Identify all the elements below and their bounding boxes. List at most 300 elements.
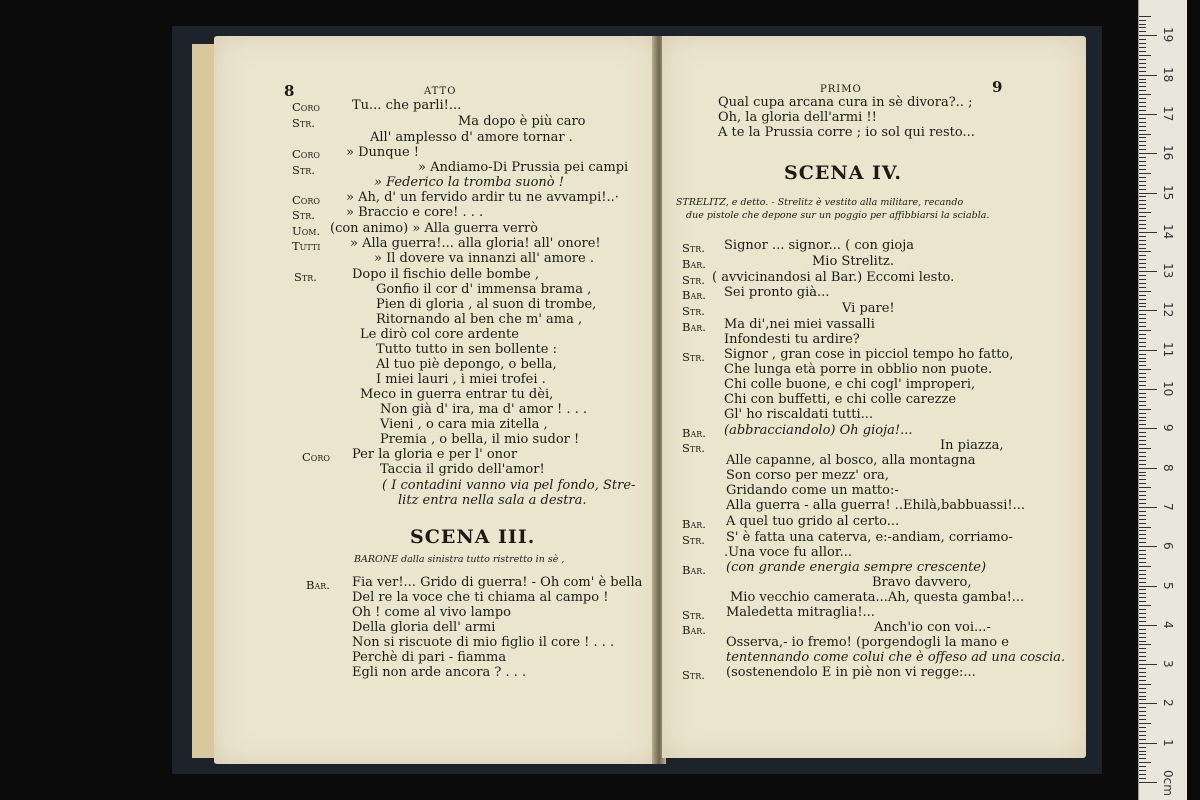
ruler-tick [1139,16,1151,17]
verse-line: Pien di gloria , al suon di trombe, [376,297,597,312]
verse-line: Mio Strelitz. [812,254,894,269]
ruler-tick [1139,303,1146,304]
ruler-tick [1139,193,1157,194]
stage-direction: (con grande energia sempre crescente) [726,560,987,575]
ruler-tick [1139,589,1146,590]
ruler-tick [1139,161,1146,162]
ruler-tick [1139,354,1146,355]
ruler-tick [1139,47,1146,48]
ruler-label: 4 [1161,620,1175,629]
verse-line: Infondesti tu ardire? [724,332,860,347]
scene-caption: due pistole che depone sur un poggio per affibbiarsi la sciabla. [686,210,990,221]
speaker-label: Str. [682,350,705,364]
ruler-tick [1139,617,1146,618]
ruler-tick [1139,672,1146,673]
ruler-tick [1139,656,1146,657]
ruler-tick [1139,644,1151,645]
ruler-tick [1139,739,1146,740]
ruler-tick [1139,735,1146,736]
stage-direction: litz entra nella sala a destra. [398,493,587,508]
ruler-tick [1139,554,1146,555]
verse-line: Taccia il grido dell'amor! [380,462,545,477]
verse-line: (abbracciandolo) Oh gioja!... [724,423,913,438]
ruler-tick [1139,754,1146,755]
ruler-tick [1139,259,1146,260]
ruler-tick [1139,633,1146,634]
ruler-tick [1139,263,1146,264]
ruler-tick [1139,82,1146,83]
ruler-tick [1139,570,1146,571]
ruler-tick [1139,361,1146,362]
verse-line: Della gloria dell' armi [352,620,496,635]
ruler-tick [1139,758,1146,759]
ruler-tick [1139,401,1146,402]
ruler-tick [1139,424,1146,425]
ruler-tick [1139,224,1146,225]
ruler-tick [1139,63,1146,64]
verse-line: Vieni , o cara mia zitella , [380,417,548,432]
verse-line: Sei pronto già... [724,285,830,300]
ruler-tick [1139,232,1157,233]
ruler-tick [1139,747,1146,748]
ruler-tick [1139,220,1146,221]
ruler-tick [1139,27,1146,28]
ruler-tick [1139,440,1146,441]
ruler-tick [1139,413,1146,414]
speaker-label: Bar. [682,517,706,531]
ruler-tick [1139,189,1146,190]
ruler-tick [1139,228,1146,229]
ruler-tick [1139,495,1146,496]
ruler-tick [1139,322,1146,323]
ruler-tick [1139,330,1151,331]
ruler-tick [1139,676,1146,677]
ruler-label: 14 [1161,223,1175,240]
speaker-label: Str. [682,608,705,622]
verse-line: Gridando come un matto:- [726,483,899,498]
ruler-tick [1139,723,1151,724]
speaker-label: Str. [292,208,315,222]
ruler-tick [1139,468,1157,469]
verse-line: Anch'io con voi...- [874,620,991,635]
ruler-tick [1139,51,1146,52]
ruler-tick [1139,534,1146,535]
verse-line: Del re la voce che ti chiama al campo ! [352,590,609,605]
ruler-tick [1139,98,1146,99]
ruler-tick [1139,94,1151,95]
verse-line: » Alla guerra!... alla gloria! all' onore! [350,236,601,251]
ruler-tick [1139,515,1146,516]
ruler-tick [1139,601,1146,602]
verse-line: Chi con buffetti, e chi colle carezze [724,392,957,407]
ruler-label: 15 [1161,184,1175,200]
verse-line: » Braccio e core! . . . [346,205,484,220]
ruler-tick [1139,114,1157,115]
speaker-label: Coro [292,193,320,207]
ruler-tick [1139,39,1146,40]
ruler-tick [1139,283,1146,284]
ruler-tick [1139,118,1146,119]
verse-line: (con animo) » Alla guerra verrò [330,221,538,236]
speaker-label: Str. [294,270,317,284]
ruler-tick [1139,743,1157,744]
ruler-tick [1139,275,1146,276]
ruler-tick [1139,240,1146,241]
ruler-tick [1139,409,1151,410]
verse-line: Son corso per mezz' ora, [726,468,889,483]
scene-caption: STRELITZ, e detto. - Strelitz è vestito alla militare, recando [676,197,964,208]
ruler-tick [1139,707,1146,708]
ruler-tick [1139,660,1146,661]
ruler-tick [1139,664,1157,665]
speaker-label: Str. [682,241,705,255]
ruler-tick [1139,373,1146,374]
ruler-tick [1139,365,1146,366]
ruler-tick [1139,314,1146,315]
speaker-label: Str. [682,273,705,287]
ruler-tick [1139,43,1146,44]
ruler-tick [1139,668,1146,669]
ruler-tick [1139,696,1146,697]
ruler-label: 2 [1161,699,1175,708]
ruler-tick [1139,75,1157,76]
left-page [214,36,658,764]
ruler-tick [1139,680,1146,681]
verse-line: » Andiamo-Di Prussia pei campi [418,160,629,175]
speaker-label: Str. [292,116,315,130]
ruler-tick [1139,641,1146,642]
ruler-tick [1139,593,1146,594]
ruler-tick [1139,519,1146,520]
speaker-label: Bar. [682,426,706,440]
ruler-tick [1139,255,1146,256]
speaker-label: Str. [682,441,705,455]
ruler-tick [1139,613,1146,614]
ruler-tick [1139,444,1146,445]
speaker-label: Str. [682,668,705,682]
ruler-label: 11 [1161,341,1175,357]
ruler-tick [1139,782,1157,783]
ruler-tick [1139,200,1146,201]
measuring-ruler [1138,0,1187,800]
ruler-tick [1139,472,1146,473]
verse-line: Ma di',nei miei vassalli [724,317,875,332]
ruler-label: 8 [1161,463,1175,472]
ruler-tick [1139,711,1146,712]
stage-direction: tentennando come colui che è offeso ad una coscia. [726,650,1066,665]
ruler-tick [1139,436,1146,437]
ruler-tick [1139,566,1151,567]
ruler-tick [1139,79,1146,80]
ruler-tick [1139,137,1146,138]
verse-line: Signor , gran cose in picciol tempo ho fatto, [724,347,1014,362]
ruler-tick [1139,295,1146,296]
ruler-tick [1139,542,1146,543]
ruler-tick [1139,417,1146,418]
ruler-tick [1139,507,1157,508]
ruler-tick [1139,106,1146,107]
speaker-label: Str. [682,304,705,318]
scene-title: SCENA III. [410,526,536,548]
verse-line: Oh, la gloria dell'armi !! [718,110,877,125]
verse-line: » Il dovere va innanzi all' amore . [374,251,594,266]
ruler-tick [1139,629,1146,630]
verse-line: Maledetta mitraglia!... [726,605,875,620]
verse-line: Oh ! come al vivo lampo [352,605,512,620]
scene-caption: BARONE dalla sinistra tutto ristretto in sè , [354,554,565,565]
ruler-tick [1139,719,1146,720]
ruler-tick [1139,169,1146,170]
ruler-tick [1139,267,1146,268]
verse-line: A quel tuo grido al certo... [726,514,900,529]
ruler-label: 1 [1161,738,1175,747]
speaker-label: Coro [302,450,330,464]
ruler-tick [1139,251,1151,252]
ruler-tick [1139,338,1146,339]
verse-line: Gonfio il cor d' immensa brama , [376,282,592,297]
right-page [662,36,1086,758]
verse-line: » Dunque ! [346,145,419,160]
ruler-tick [1139,546,1157,547]
ruler-tick [1139,499,1146,500]
ruler-tick [1139,609,1146,610]
ruler-tick [1139,212,1151,213]
ruler-tick [1139,24,1146,25]
ruler-label: 19 [1161,27,1175,43]
running-head: ATTO [424,86,457,97]
ruler-label: 13 [1161,263,1175,279]
ruler-tick [1139,244,1146,245]
page-number: 8 [284,82,295,100]
ruler-tick [1139,621,1146,622]
ruler-tick [1139,562,1146,563]
verse-line: Al tuo piè depongo, o bella, [376,357,557,372]
ruler-tick [1139,483,1146,484]
ruler-tick [1139,503,1146,504]
ruler-tick [1139,625,1157,626]
ruler-tick [1139,279,1146,280]
ruler-tick [1139,420,1146,421]
ruler-tick [1139,778,1146,779]
verse-line: Ritornando al ben che m' ama , [376,312,583,327]
ruler-tick [1139,523,1146,524]
speaker-label: Coro [292,100,320,114]
ruler-tick [1139,59,1146,60]
ruler-tick [1139,731,1146,732]
verse-line: Fia ver!... Grido di guerra! - Oh com' è bella [352,575,643,590]
ruler-tick [1139,126,1146,127]
verse-line: » Ah, d' un fervido ardir tu ne avvampi!..· [346,190,619,205]
verse-line: Alle capanne, al bosco, alla montagna [726,453,976,468]
verse-line: Vi pare! [842,301,895,316]
ruler-tick [1139,145,1146,146]
ruler-tick [1139,511,1146,512]
ruler-tick [1139,582,1146,583]
speaker-label: Uom. [292,224,321,238]
speaker-label: Bar. [682,563,706,577]
ruler-tick [1139,67,1146,68]
scene-title: SCENA IV. [784,162,902,184]
verse-line: ( avvicinandosi al Bar.) Eccomi lesto. [712,270,955,285]
ruler-tick [1139,181,1146,182]
ruler-tick [1139,703,1157,704]
ruler-tick [1139,35,1157,36]
ruler-tick [1139,586,1157,587]
ruler-tick [1139,452,1146,453]
ruler-tick [1139,306,1146,307]
ruler-tick [1139,287,1146,288]
ruler-tick [1139,448,1151,449]
verse-line: Meco in guerra entrar tu dèi, [360,387,554,402]
ruler-label: 9 [1161,424,1175,432]
ruler-label: 7 [1161,502,1175,511]
ruler-tick [1139,527,1151,528]
ruler-label: 16 [1161,145,1175,161]
ruler-tick [1139,165,1146,166]
ruler-label: 5 [1161,581,1175,590]
ruler-tick [1139,173,1151,174]
ruler-tick [1139,157,1146,158]
ruler-tick [1139,530,1146,531]
ruler-tick [1139,597,1146,598]
ruler-tick [1139,727,1146,728]
verse-line: » Federico la tromba suonò ! [374,175,564,190]
ruler-label: 18 [1161,66,1175,82]
ruler-tick [1139,130,1146,131]
verse-line: Gl' ho riscaldati tutti... [724,407,873,422]
verse-line: S' è fatta una caterva, e:-andiam, corriamo- [726,530,1013,545]
verse-line: Premia , o bella, il mio sudor ! [380,432,580,447]
verse-line: Non già d' ira, ma d' amor ! . . . [380,402,587,417]
verse-line: (sostenendolo E in piè non vi regge:... [726,665,976,680]
verse-line: Ma dopo è più caro [458,114,586,129]
speaker-label: Bar. [682,623,706,637]
speaker-label: Tutti [292,239,321,253]
ruler-tick [1139,55,1151,56]
speaker-label: Coro [292,147,320,161]
ruler-label: 0cm [1161,770,1175,796]
ruler-tick [1139,299,1146,300]
verse-line: All' amplesso d' amore tornar . [370,130,573,145]
verse-line: Le dirò col core ardente [360,327,519,342]
speaker-label: Bar. [682,257,706,271]
ruler-tick [1139,31,1146,32]
verse-line: Alla guerra - alla guerra! ..Ehilà,babbuassi!... [726,498,1025,513]
speaker-label: Bar. [682,320,706,334]
ruler-tick [1139,699,1146,700]
ruler-label: 17 [1161,105,1175,122]
running-head: PRIMO [820,84,862,95]
ruler-tick [1139,637,1146,638]
page-number: 9 [992,78,1003,96]
ruler-tick [1139,318,1146,319]
verse-line: A te la Prussia corre ; io sol qui resto... [718,125,975,140]
verse-line: Bravo davvero, [872,575,972,590]
verse-line: Signor ... signor... ( con gioja [724,238,915,253]
ruler-tick [1139,770,1146,771]
ruler-tick [1139,90,1146,91]
ruler-tick [1139,538,1146,539]
ruler-tick [1139,141,1146,142]
ruler-label: 3 [1161,660,1175,668]
verse-line: Non si riscuote di mio figlio il core ! . . . [352,635,615,650]
ruler-tick [1139,291,1151,292]
ruler-tick [1139,428,1157,429]
ruler-tick [1139,715,1146,716]
ruler-tick [1139,342,1146,343]
ruler-tick [1139,385,1146,386]
ruler-tick [1139,389,1157,390]
ruler-tick [1139,397,1146,398]
ruler-tick [1139,432,1146,433]
ruler-tick [1139,479,1146,480]
verse-line: Mio vecchio camerata...Ah, questa gamba!... [730,590,1025,605]
verse-line: Dopo il fischio delle bombe , [352,267,540,282]
ruler-tick [1139,71,1146,72]
ruler-tick [1139,86,1146,87]
ruler-tick [1139,358,1146,359]
ruler-tick [1139,460,1146,461]
speaker-label: Str. [292,163,315,177]
ruler-tick [1139,122,1146,123]
ruler-tick [1139,692,1146,693]
ruler-tick [1139,248,1146,249]
ruler-tick [1139,369,1151,370]
ruler-tick [1139,185,1146,186]
ruler-tick [1139,377,1146,378]
verse-line: .Una voce fu allor... [724,545,853,560]
ruler-tick [1139,652,1146,653]
ruler-tick [1139,381,1146,382]
stage-direction: ( I contadini vanno via pel fondo, Stre- [382,478,636,493]
ruler-tick [1139,684,1151,685]
verse-line: Tutto tutto in sen bollente : [376,342,557,357]
verse-line: Che lunga età porre in obblio non puote. [724,362,993,377]
ruler-tick [1139,558,1146,559]
ruler-tick [1139,350,1157,351]
speaker-label: Str. [682,533,705,547]
ruler-tick [1139,405,1146,406]
ruler-tick [1139,20,1146,21]
ruler-tick [1139,464,1146,465]
verse-line: Tu... che parli!... [352,98,462,113]
verse-line: Perchè di pari - fiamma [352,650,507,665]
speaker-label: Bar. [306,578,330,592]
ruler-tick [1139,751,1146,752]
ruler-tick [1139,102,1146,103]
ruler-tick [1139,605,1151,606]
ruler-tick [1139,774,1146,775]
ruler-tick [1139,134,1151,135]
ruler-tick [1139,236,1146,237]
ruler-label: 10 [1161,381,1175,397]
ruler-tick [1139,475,1146,476]
ruler-tick [1139,196,1146,197]
ruler-tick [1139,177,1146,178]
verse-line: I miei lauri , i miei trofei . [376,372,546,387]
verse-line: Per la gloria e per l' onor [352,447,518,462]
ruler-tick [1139,204,1146,205]
ruler-tick [1139,326,1146,327]
ruler-tick [1139,766,1146,767]
ruler-tick [1139,648,1146,649]
ruler-tick [1139,550,1146,551]
ruler-tick [1139,393,1146,394]
ruler-tick [1139,688,1146,689]
ruler-tick [1139,216,1146,217]
ruler-tick [1139,491,1146,492]
ruler-tick [1139,334,1146,335]
